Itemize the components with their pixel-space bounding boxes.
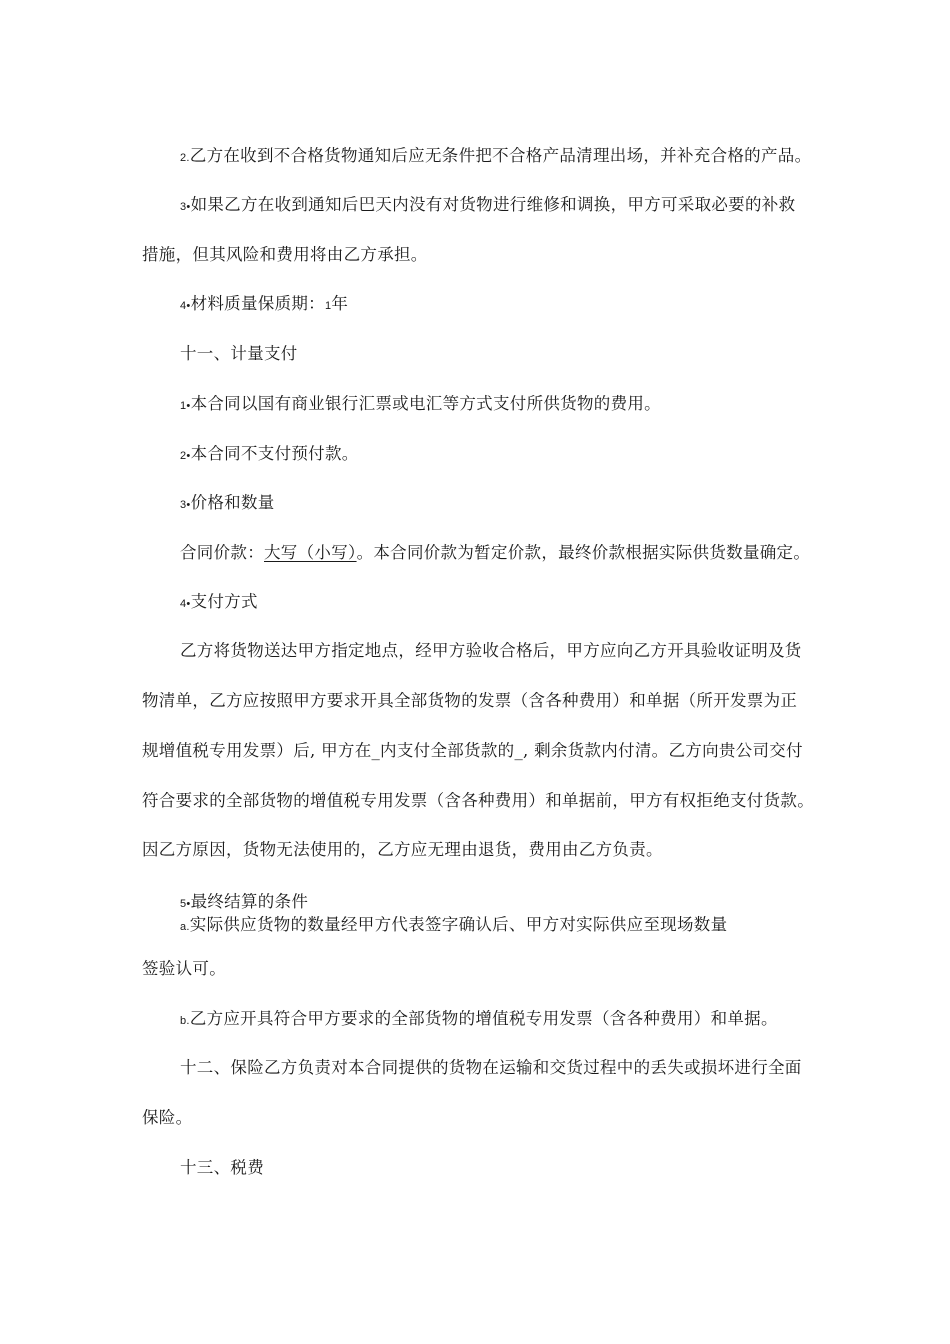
section-11-heading: 十一、计量支付 bbox=[180, 344, 298, 363]
clause-number: 1• bbox=[180, 400, 191, 412]
section-12-continued: 保险。 bbox=[142, 1108, 193, 1127]
clause-text: 最终结算的条件 bbox=[190, 892, 309, 911]
price-label: 合同价款： bbox=[180, 543, 264, 562]
clause-number: 3• bbox=[180, 201, 191, 213]
condition-a-continued: 签验认可。 bbox=[142, 959, 226, 978]
clause-number: 4• bbox=[180, 598, 191, 610]
clause-text: 实际供应货物的数量经甲方代表签字确认后、甲方对实际供应至现场数量 bbox=[189, 915, 728, 934]
clause-text: 材料质量保质期： bbox=[190, 294, 325, 313]
clause-number: 4• bbox=[180, 300, 191, 312]
clause-number: 2• bbox=[180, 450, 191, 462]
payment-line-3: 规增值税专用发票）后, 甲方在_内支付全部货款的_, 剩余货款内付清。乙方向贵公司交付 bbox=[142, 741, 803, 760]
clause-number: a. bbox=[180, 921, 190, 933]
warranty-years: 1 bbox=[324, 300, 332, 312]
clause-11-3 bbox=[180, 492, 275, 516]
payment-line-1: 乙方将货物送达甲方指定地点，经甲方验收合格后，甲方应向乙方开具验收证明及货 bbox=[180, 641, 802, 660]
clause-text: 本合同不支付预付款。 bbox=[190, 444, 359, 463]
clause-text: 乙方应开具符合甲方要求的全部货物的增值税专用发票（含各种费用）和单据。 bbox=[189, 1009, 778, 1028]
price-description: 。本合同价款为暂定价款，最终价款根据实际供货数量确定。 bbox=[356, 543, 811, 562]
clause-11-1 bbox=[180, 393, 661, 417]
clause-number: 5• bbox=[180, 898, 191, 910]
clause-text: 如果乙方在收到通知后巴天内没有对货物进行维修和调换，甲方可采取必要的补救 bbox=[190, 195, 796, 214]
clause-number: 2. bbox=[180, 152, 190, 164]
clause-text: 价格和数量 bbox=[190, 493, 275, 512]
section-12-heading: 十二、保险乙方负责对本合同提供的货物在运输和交货过程中的丢失或损坏进行全面 bbox=[180, 1058, 802, 1077]
clause-11-2 bbox=[180, 443, 359, 467]
payment-line-4: 符合要求的全部货物的增值税专用发票（含各种费用）和单据前，甲方有权拒绝支付货款。 bbox=[142, 791, 814, 810]
clause-text: 支付方式 bbox=[190, 592, 258, 611]
condition-b bbox=[180, 1008, 778, 1032]
clause-text: 本合同以国有商业银行汇票或电汇等方式支付所供货物的费用。 bbox=[190, 394, 661, 413]
condition-a bbox=[180, 914, 727, 938]
clause-number: b. bbox=[180, 1015, 190, 1027]
clause-11-4 bbox=[180, 591, 258, 615]
payment-line-5: 因乙方原因，货物无法使用的，乙方应无理由退货，费用由乙方负责。 bbox=[142, 840, 663, 859]
clause-text: 乙方在收到不合格货物通知后应无条件把不合格产品清理出场，并补充合格的产品。 bbox=[189, 146, 812, 165]
payment-line-2: 物清单，乙方应按照甲方要求开具全部货物的发票（含各种费用）和单据（所开发票为正 bbox=[142, 691, 798, 710]
section-13-heading: 十三、税费 bbox=[180, 1158, 264, 1177]
price-amount-blank: 大写（小写） bbox=[264, 543, 357, 562]
clause-11-5 bbox=[180, 891, 308, 915]
contract-price-line bbox=[180, 542, 810, 564]
clause-3 bbox=[180, 194, 795, 218]
clause-4 bbox=[180, 293, 348, 317]
clause-3-continued: 措施，但其风险和费用将由乙方承担。 bbox=[142, 245, 428, 264]
clause-number: 3• bbox=[180, 499, 191, 511]
year-unit: 年 bbox=[331, 294, 349, 313]
clause-2 bbox=[180, 145, 811, 169]
